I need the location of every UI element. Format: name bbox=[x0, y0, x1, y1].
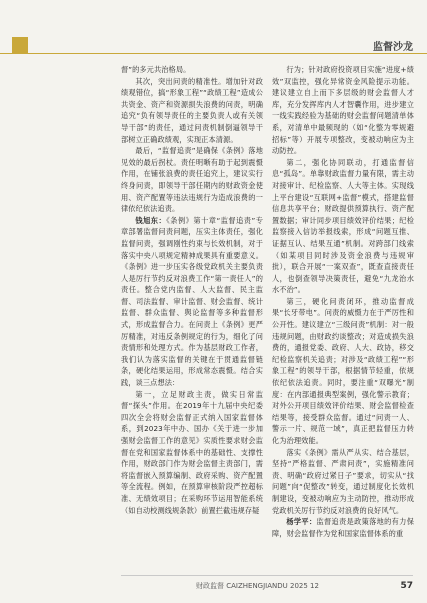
paragraph bbox=[272, 516, 414, 539]
paragraph bbox=[121, 64, 263, 76]
footer-rule bbox=[121, 575, 413, 576]
left-margin-blank bbox=[14, 64, 109, 584]
paragraph bbox=[272, 157, 414, 296]
paragraph-text: 督”的多元共治格局。 bbox=[121, 65, 191, 74]
page-number: 57 bbox=[400, 581, 413, 591]
page-footer bbox=[0, 577, 427, 591]
paragraph bbox=[272, 64, 414, 157]
paragraph bbox=[272, 447, 414, 517]
header-rule bbox=[0, 53, 427, 54]
paragraph bbox=[121, 145, 263, 215]
paragraph-text: 《条例》第十章“监督追责”专章部署监督问责问题，压实主体责任，强化监督问责，强调刚性约束与长效机制，对于落实中央八项规定精神成果具有重要意义。《条例》进一步压实各级党政机关主要负责人是厉行节约反对浪费工作“第一责任人”的责任。整合党内监督、人大监督、民主监督、司法监督、审计监督、财会监督、统计监督、群众监督、舆论监督等多种监督形式，形成监督合力。在问责上《条例》更严厉精准，对违反条例规定的行为，细化了问责情形和处理方式。作为基层财政工作者，我们认为落实监督的关键在于贯通监督链条，硬化结果运用，形成常态震慑。结合实践，谈三点想法： bbox=[121, 215, 264, 388]
paragraph bbox=[121, 215, 263, 389]
speaker-name: 杨学平： bbox=[286, 517, 317, 527]
paragraph-text: 第二，强化协同联动，打通监督信息“孤岛”。单靠财政监督力量有限，需主动对接审计、纪检监察、人大等主体。实现线上平台建设“互联网+监督”模式，搭建监督信息共享平台；财政提供预算执行、资产配置数据；审计同步项目绩效评价结果；纪检监察接入信访举报线索，形成“问题互推、证据互认、结果互通”机制。对跨部门线索（如某项目同时涉及资金浪费与违规审批），联合开展“一案双查”，既查直接责任人，也倒查领导决策责任，避免“九龙治水水不治”。 bbox=[272, 157, 414, 295]
paragraph-text: 第一，立足财政主责，做实日常监督“探头”作用。在2019年十九届中央纪委四次全会将财会监督正式纳入国家监督体系，到2023年中办、国办《关于进一步加强财会监督工作的意见》实质性要求财会监督在党和国家监督体系中的基础性、支撑性作用，财政部门作为财会监督主责部门，需将监督嵌入预算编制、政府采购、资产配置等全流程。例如，在预算审核阶段严控超标准、无绩效项目；在采购环节运用智能系统（如自动校测线规条款）前置拦截违规存疑 bbox=[121, 389, 263, 515]
paragraph bbox=[272, 296, 414, 447]
journal-title: 财政监督 CAIZHENGJIANDU bbox=[196, 582, 288, 590]
article-column-left bbox=[121, 64, 263, 516]
paragraph-text: 第三，硬化问责闭环，推动监督成果“长牙带电”。问责的威慑力在于严厉性和公开性。建议建立“三级问责”机制：对一般违规问题，由财政约谈整改；对造成损失浪费的，通报党委、政府、人大、政协，移交纪检监察机关追责；对涉及“政绩工程”“形象工程”的领导干部，根据情节轻重，依规依纪依法追责。同时，要注重“双曝光”制度：在内部通报典型案例，强化警示教育；对外公开项目绩效评价结果、财会监督检查结果等，接受群众监督。通过“问责一人、警示一片、规范一域”，真正把监督压力转化为治理效能。 bbox=[272, 296, 414, 445]
journal-name bbox=[196, 581, 319, 591]
issue-number: 2025 12 bbox=[290, 582, 319, 590]
paragraph-text: 其次，突出问责的精准性。增加针对政绩观错位，搞“形象工程”“政绩工程”造成公共资金、资产和资源损失浪费的问责，明确追究“负有领导责任的主要负责人或有关领导干部”的责任，通过问责机制倒逼领导干部树立正确政绩观，实现正本清源。 bbox=[121, 76, 263, 144]
paragraph-text: 监督追责是政策落地的有力保障，财会监督作为党和国家监督体系的重 bbox=[272, 517, 414, 538]
paragraph-text: 落实《条例》需从严从实、结合基层，坚持“严格监督、严肃问责”，实施精准问责、明确“政府过紧日子”要求，切实从“找问题”向“促整改”转变，通过制度化长效机制建设，变被动响应为主动防控，推动形成党政机关厉行节约反对浪费的良好风气。 bbox=[272, 447, 414, 515]
paragraph-text: 最后，“监督追责”是确保《条例》落地见效的最后拐杖。责任明晰有助于起到震慑作用，在铺张浪费的责任追究上，建议实行终身问责，即领导干部任期内的财政资金使用、资产配置等违法违规行为造成浪费的一律依纪依法追责。 bbox=[121, 146, 263, 214]
header-accent-bar bbox=[12, 37, 28, 53]
paragraph bbox=[121, 389, 263, 517]
speaker-name: 钱旭东： bbox=[135, 215, 167, 225]
paragraph bbox=[121, 76, 263, 146]
section-title: 监督沙龙 bbox=[373, 42, 413, 53]
paragraph-text: 行为；针对政府投资项目实施“进度+绩效”双监控，强化异常资金风险提示功能。建议建立自上而下多层级的财会监督人才库，充分发挥库内人才智囊作用，进步建立一线实践经验为基础的财会监督问题清单体系，对清单中最频现的（如“化整为零规避招标”等）开展专项整改，变被动响应为主动防控。 bbox=[272, 65, 414, 156]
article-column-right bbox=[272, 64, 414, 539]
